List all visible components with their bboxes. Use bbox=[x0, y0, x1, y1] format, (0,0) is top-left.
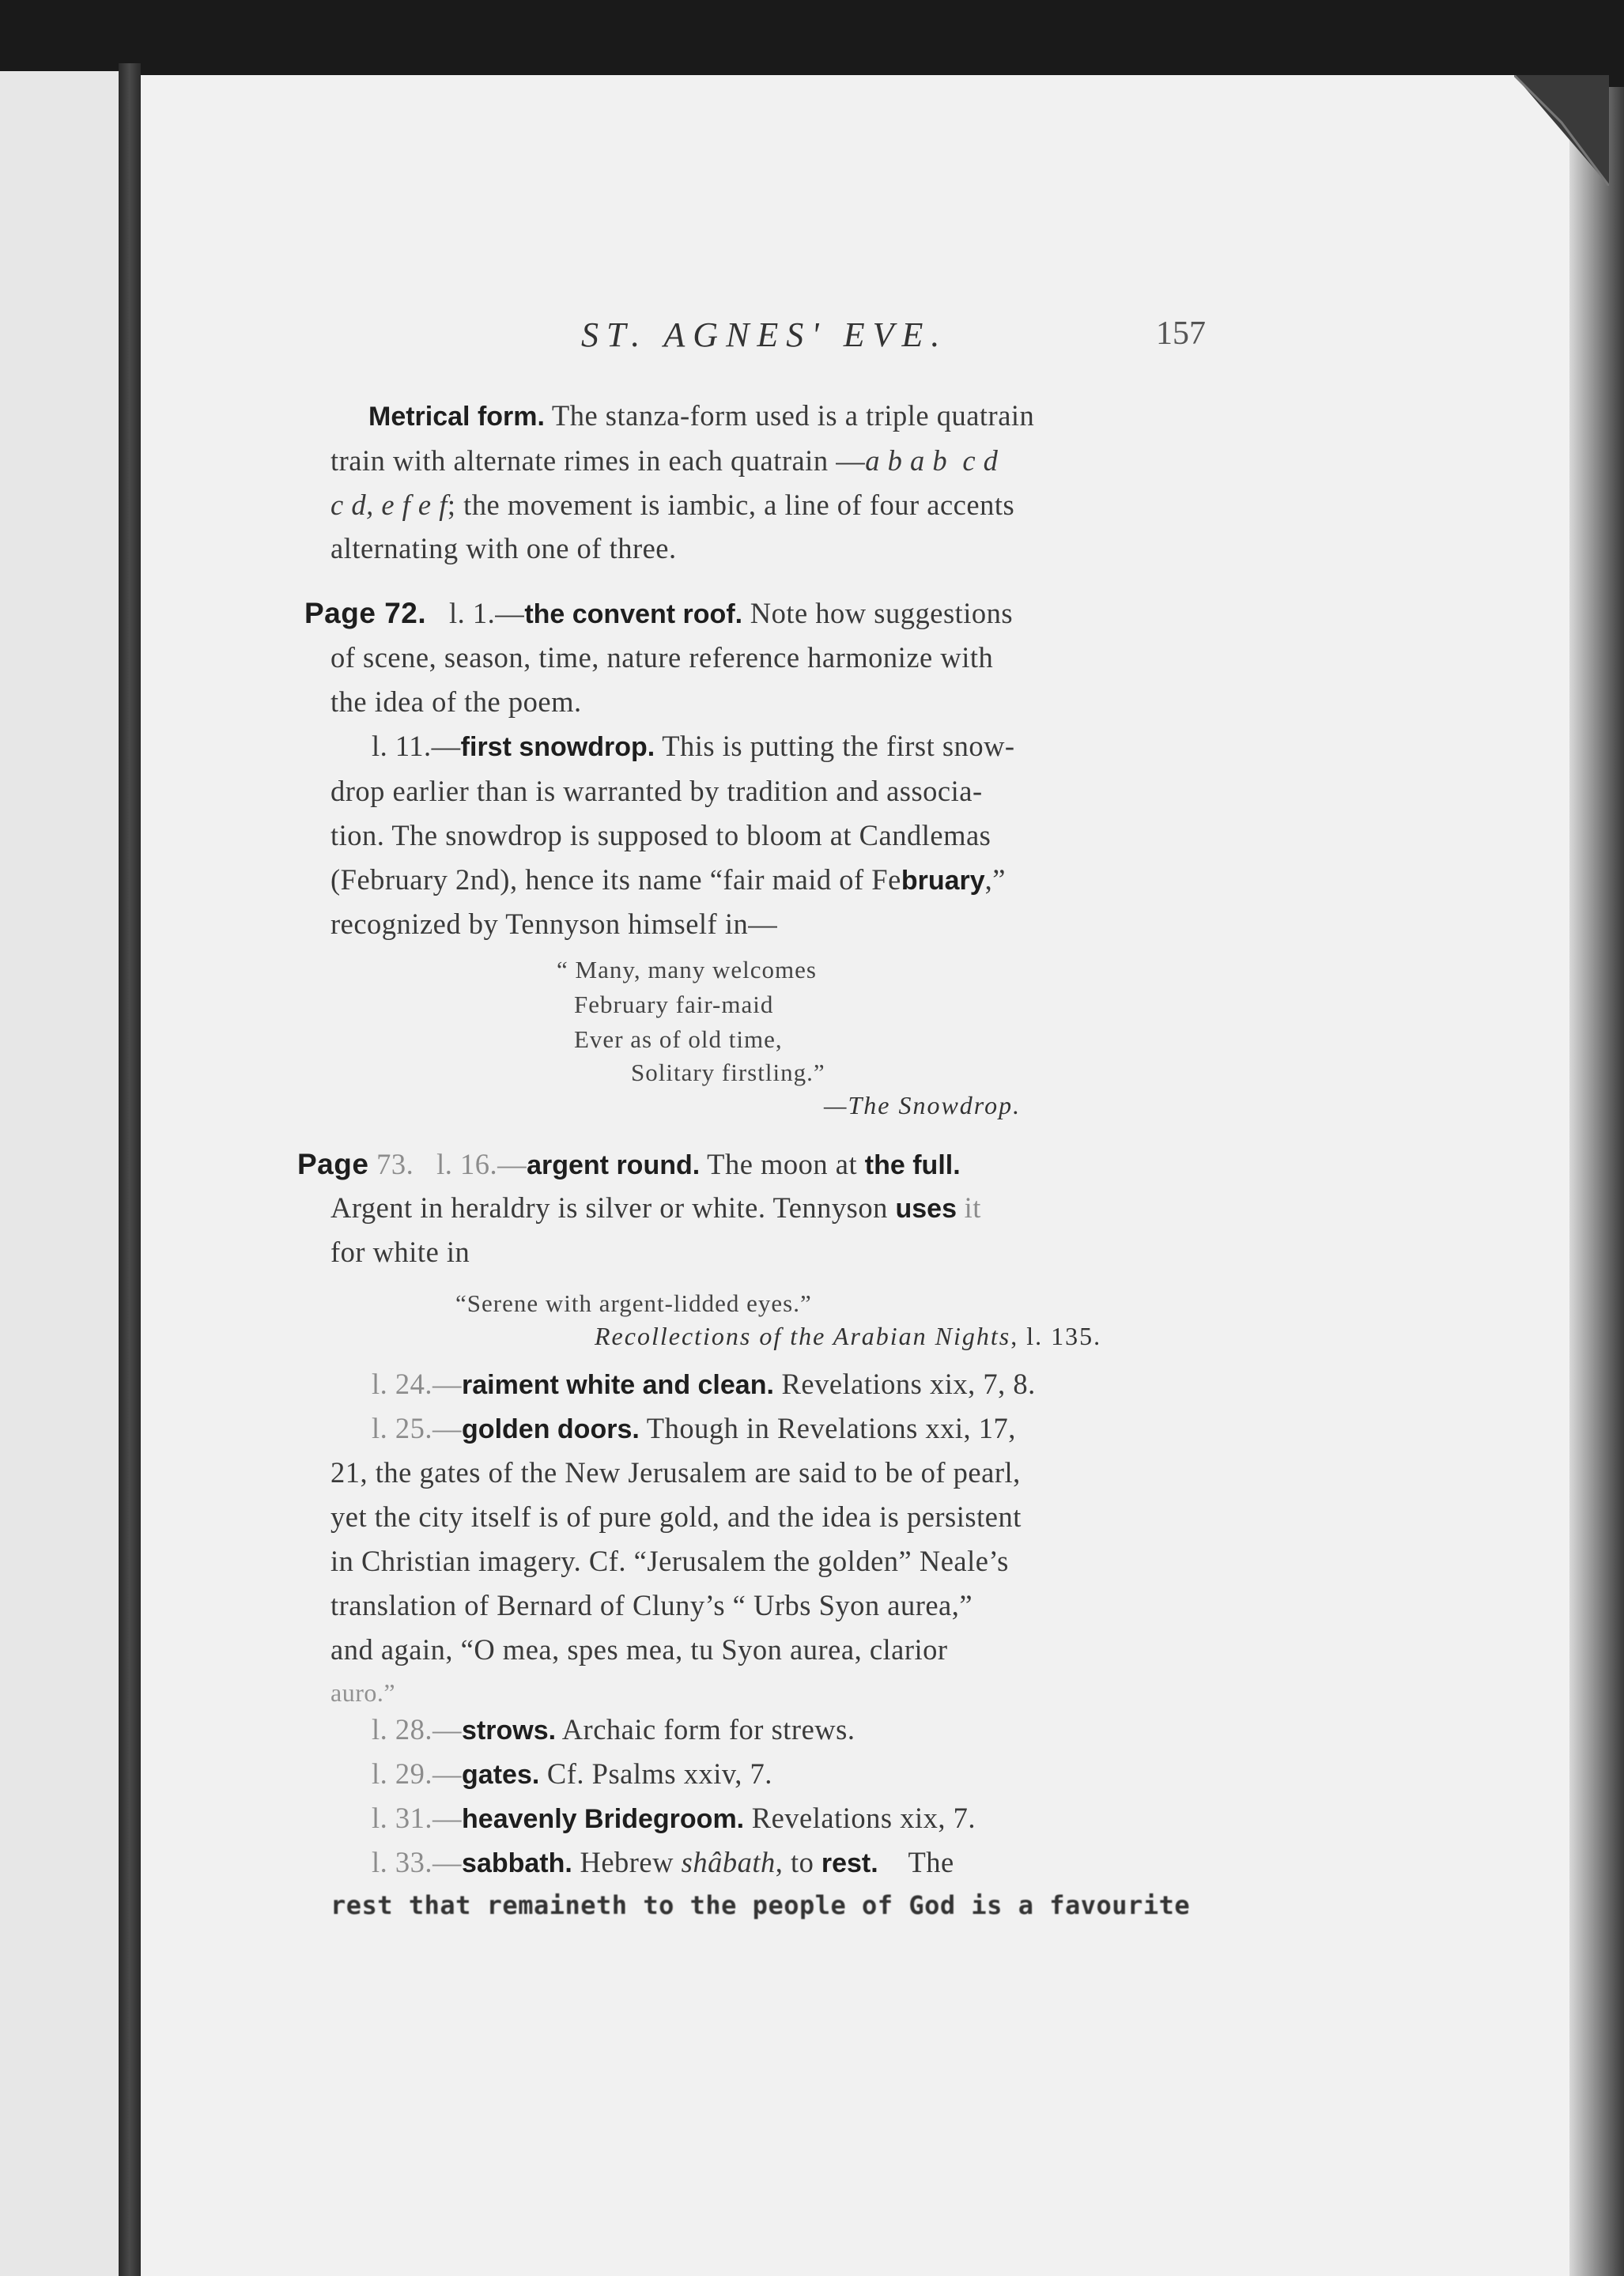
p73-l25-line-3: yet the city itself is of pure gold, and the idea is persistent bbox=[330, 1500, 1022, 1533]
p73-l25-line-2: 21, the gates of the New Jerusalem are said to be of pearl, bbox=[330, 1456, 1021, 1489]
p72-l11-line-2: drop earlier than is warranted by tradition and associa- bbox=[330, 775, 983, 807]
page-72-label: Page 72. bbox=[304, 597, 427, 629]
metrical-heading: Metrical form. bbox=[368, 402, 545, 432]
metrical-line-2: train with alternate rimes in each quatrain —a b a b c d bbox=[330, 444, 999, 477]
snowdrop-verse-2: February fair-maid bbox=[574, 991, 774, 1018]
p72-line-1: Page 72. l. 1.—the convent roof. Note how suggestions bbox=[304, 597, 1014, 629]
p73-l31-line: l. 31.—heavenly Bridegroom. Revelations xix, 7. bbox=[372, 1802, 976, 1834]
p73-l24-line: l. 24.—raiment white and clean. Revelations xix, 7, 8. bbox=[372, 1368, 1036, 1400]
facing-page-edge bbox=[0, 71, 119, 2276]
p72-line-3: the idea of the poem. bbox=[330, 685, 582, 718]
p73-l29-line: l. 29.—gates. Cf. Psalms xxiv, 7. bbox=[372, 1757, 772, 1790]
metrical-line-4: alternating with one of three. bbox=[330, 532, 677, 564]
p73-l33-line: l. 33.—sabbath. Hebrew shâbath, to rest. The bbox=[372, 1846, 954, 1878]
p72-l11-line-4: (February 2nd), hence its name “fair maid of February,” bbox=[330, 863, 1006, 896]
running-head-title: ST. AGNES' EVE. bbox=[581, 315, 948, 354]
p72-l11-line-1: l. 11.—first snowdrop. This is putting the first snow- bbox=[372, 730, 1015, 762]
p73-l25-line-6: and again, “O mea, spes mea, tu Syon aurea, clarior bbox=[330, 1633, 948, 1666]
p72-l11-line-5: recognized by Tennyson himself in— bbox=[330, 908, 778, 940]
p73-line-2: Argent in heraldry is silver or white. Tennyson uses it bbox=[330, 1191, 981, 1224]
p73-line-3: for white in bbox=[330, 1236, 470, 1268]
page-edge-shadow bbox=[1569, 87, 1624, 2276]
p73-l25-line-5: translation of Bernard of Cluny’s “ Urbs Syon aurea,” bbox=[330, 1589, 973, 1621]
page-73-label: Page bbox=[297, 1148, 369, 1180]
snowdrop-verse-1: “ Many, many welcomes bbox=[557, 956, 817, 983]
argent-quote-attribution: Recollections of the Arabian Nights, l. 135. bbox=[595, 1322, 1102, 1350]
p73-l28-line: l. 28.—strows. Archaic form for strews. bbox=[372, 1713, 855, 1746]
p72-l11-line-3: tion. The snowdrop is supposed to bloom at Candlemas bbox=[330, 819, 991, 851]
snowdrop-attribution: —The Snowdrop. bbox=[824, 1091, 1022, 1119]
p73-l25-line-4: in Christian imagery. Cf. “Jerusalem the golden” Neale’s bbox=[330, 1545, 1009, 1577]
snowdrop-verse-4: Solitary firstling.” bbox=[631, 1059, 825, 1086]
p73-line-1: Page 73. l. 16.—argent round. The moon at the full. bbox=[297, 1148, 961, 1180]
snowdrop-verse-3: Ever as of old time, bbox=[574, 1025, 783, 1053]
metrical-line-3: c d, e f e f; the movement is iambic, a line of four accents bbox=[330, 489, 1015, 521]
p72-line-2: of scene, season, time, nature reference harmonize with bbox=[330, 641, 994, 674]
metrical-line-1: Metrical form. The stanza-form used is a triple quatrain bbox=[368, 399, 1035, 432]
p73-l25-line-1: l. 25.—golden doors. Though in Revelations xxi, 17, bbox=[372, 1412, 1016, 1444]
argent-quote: “Serene with argent-lidded eyes.” bbox=[455, 1289, 812, 1317]
page-corner-fold bbox=[1514, 75, 1609, 186]
p73-l25-line-7: auro.” bbox=[330, 1678, 396, 1707]
book-gutter bbox=[119, 63, 141, 2276]
p73-last-line: rest that remaineth to the people of God is a favourite bbox=[330, 1890, 1191, 1920]
page-number: 157 bbox=[1156, 315, 1206, 352]
